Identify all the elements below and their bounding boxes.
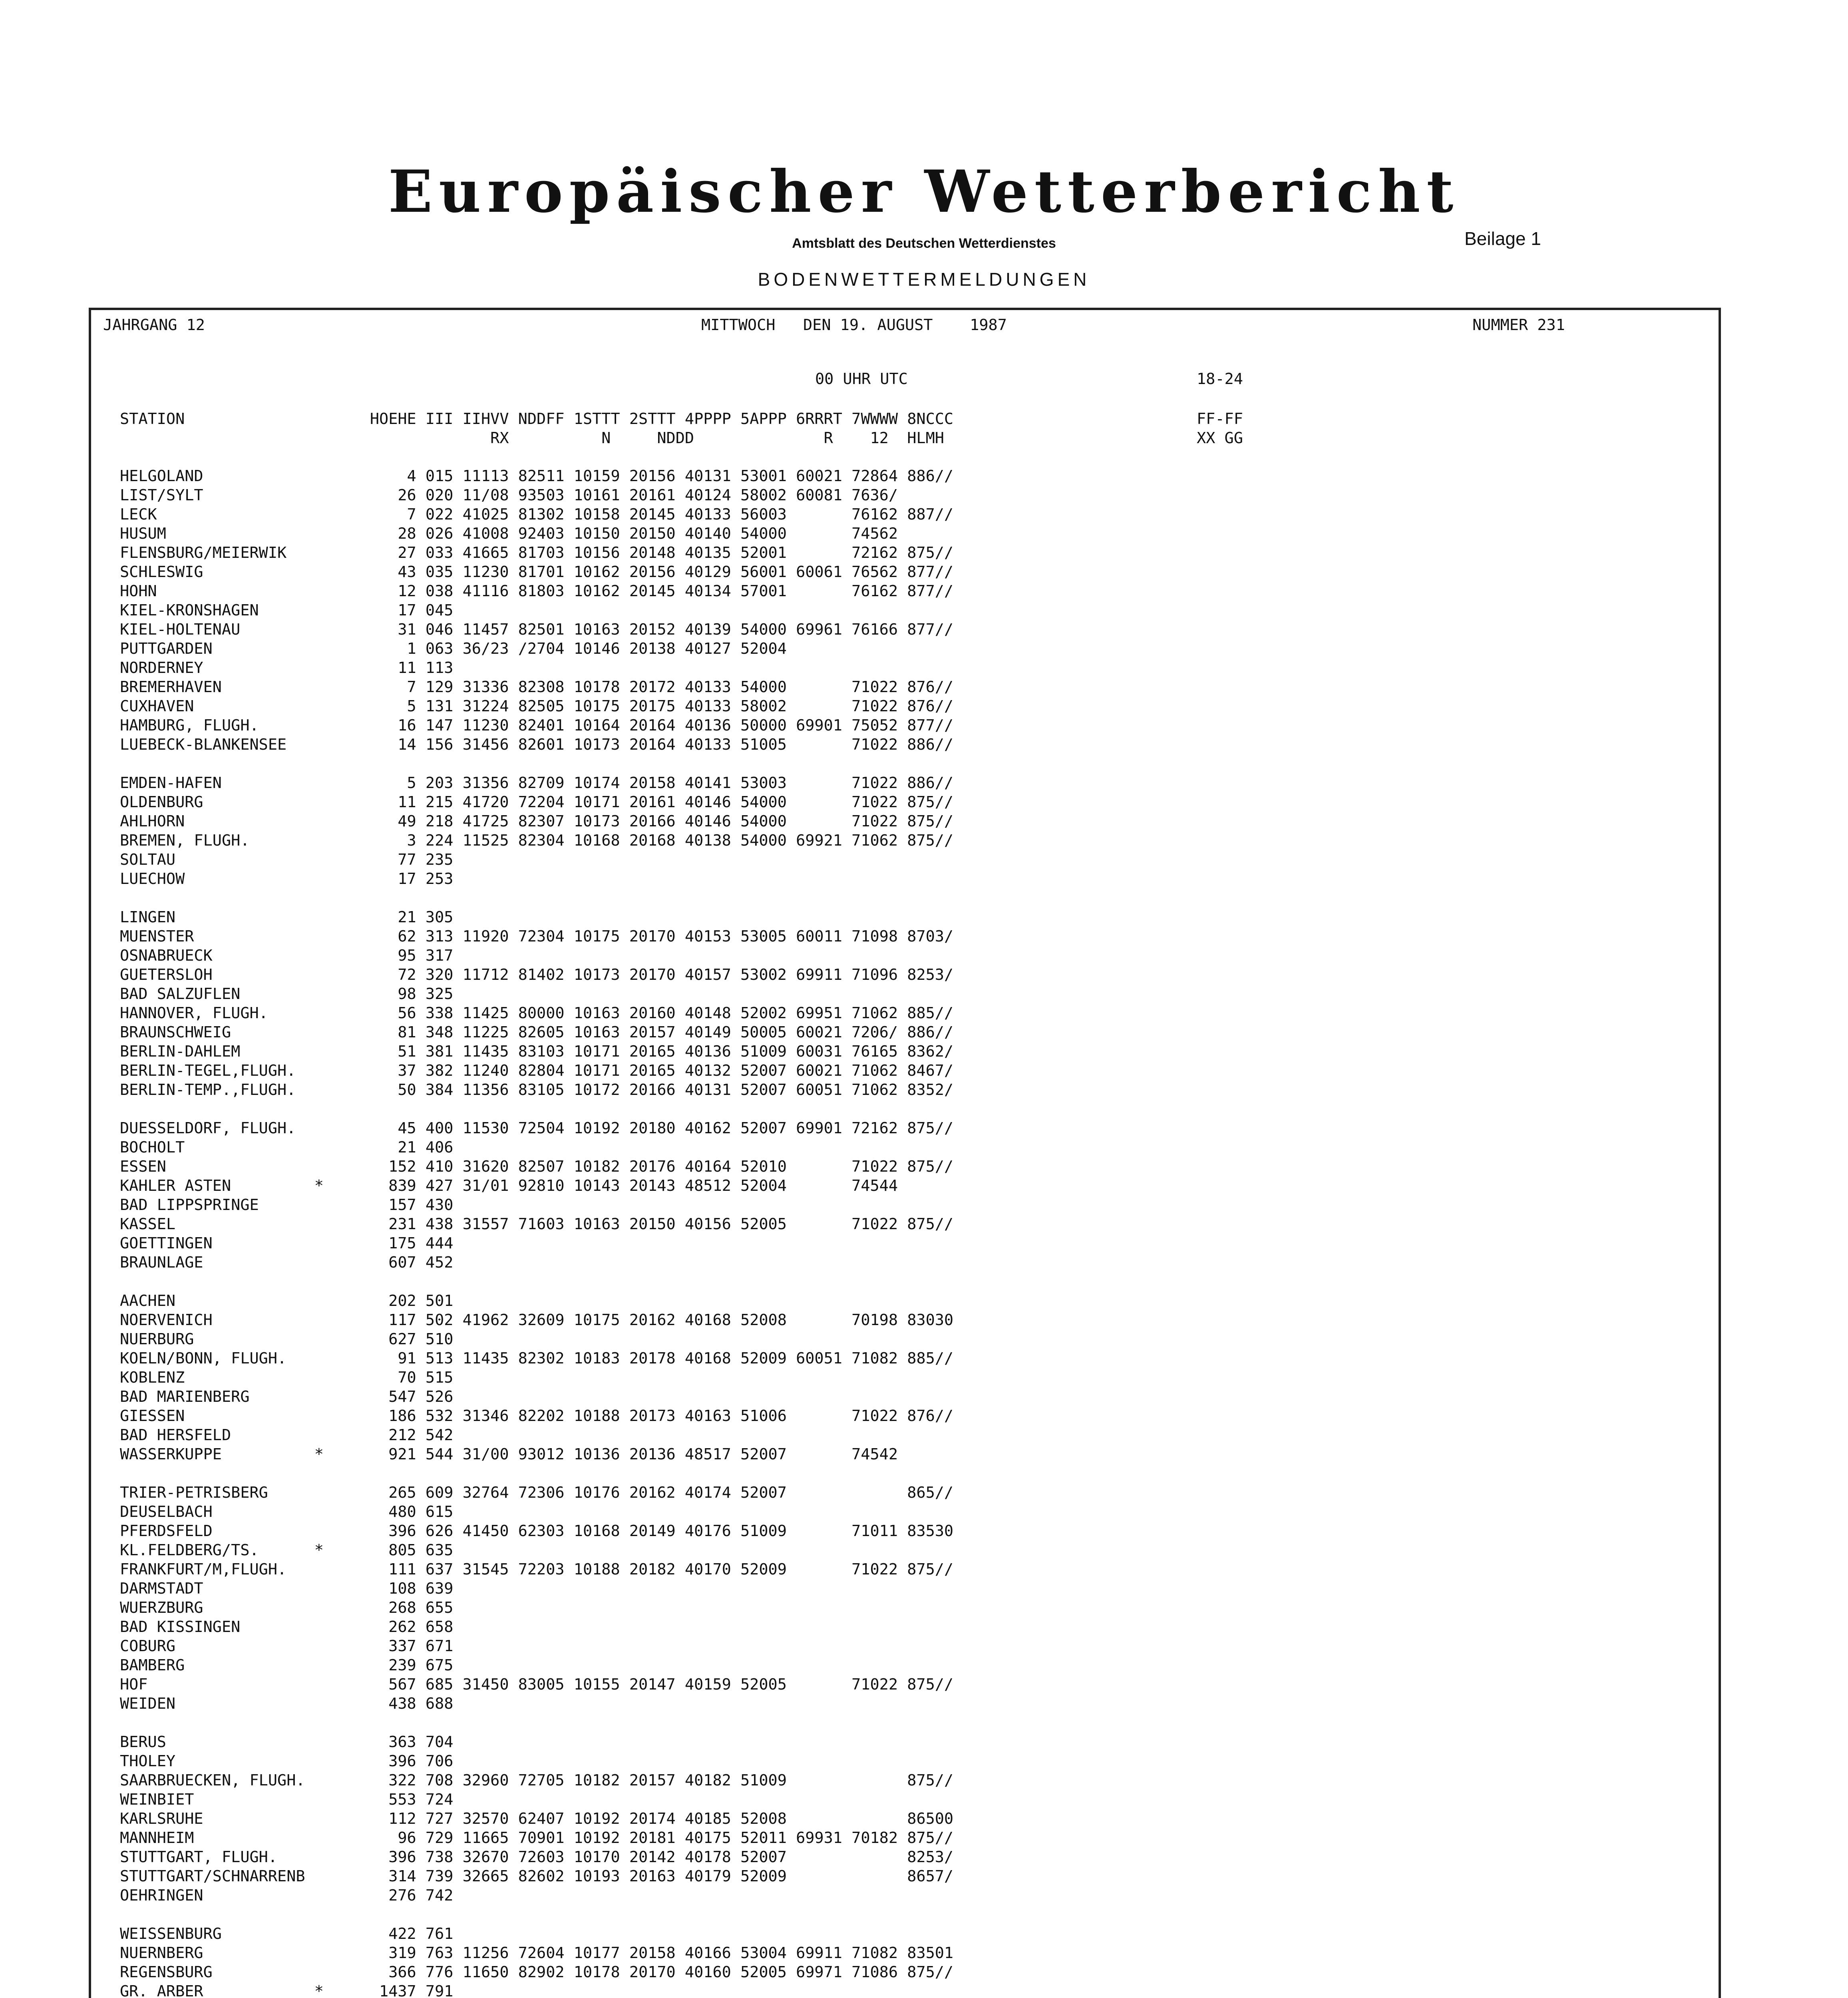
station-row-text: HELGOLAND 4 015 11113 82511 10159 20156 40131 53001 60021 72864 886// bbox=[120, 467, 954, 485]
station-row-text: OSNABRUECK 95 317 bbox=[120, 947, 454, 965]
station-row-text: BOCHOLT 21 406 bbox=[120, 1138, 454, 1156]
station-row-text: FLENSBURG/MEIERWIK 27 033 41665 81703 10156 20148 40135 52001 72162 875// bbox=[120, 544, 954, 562]
station-row-text: LINGEN 21 305 bbox=[120, 908, 454, 926]
column-header-extra2: XX GG bbox=[1197, 429, 1243, 447]
station-row-text: MANNHEIM 96 729 11665 70901 10192 20181 40175 52011 69931 70182 875// bbox=[120, 1829, 954, 1847]
station-row-text: THOLEY 396 706 bbox=[120, 1752, 454, 1770]
station-row-text: OEHRINGEN 276 742 bbox=[120, 1887, 454, 1904]
station-row-text: BAD LIPPSPRINGE 157 430 bbox=[120, 1196, 454, 1214]
station-row-text: BAMBERG 239 675 bbox=[120, 1656, 454, 1674]
station-row-text: NUERBURG 627 510 bbox=[120, 1330, 454, 1348]
station-row-text: SCHLESWIG 43 035 11230 81701 10162 20156 40129 56001 60061 76562 877// bbox=[120, 563, 954, 581]
station-row-text: WEIDEN 438 688 bbox=[120, 1695, 454, 1713]
station-row-text: LUECHOW 17 253 bbox=[120, 870, 454, 888]
station-row-text: PUTTGARDEN 1 063 36/23 /2704 10146 20138 40127 52004 bbox=[120, 640, 787, 658]
station-row-text: KOELN/BONN, FLUGH. 91 513 11435 82302 10183 20178 40168 52009 60051 71082 885// bbox=[120, 1349, 954, 1367]
station-row-text: LIST/SYLT 26 020 11/08 93503 10161 20161 40124 58002 60081 7636/ bbox=[120, 486, 898, 504]
station-row-text: NUERNBERG 319 763 11256 72604 10177 20158 40166 53004 69911 71082 83501 bbox=[120, 1944, 954, 1962]
station-row-text: MUENSTER 62 313 11920 72304 10175 20170 40153 53005 60011 71098 8703/ bbox=[120, 927, 954, 945]
column-header-line2: RX N NDDD R 12 HLMH bbox=[120, 429, 944, 447]
station-row-text: BRAUNSCHWEIG 81 348 11225 82605 10163 20157 40149 50005 60021 7206/ 886// bbox=[120, 1023, 954, 1041]
page-subtitle: Amtsblatt des Deutschen Wetterdienstes bbox=[792, 236, 1056, 251]
station-row-text: BAD SALZUFLEN 98 325 bbox=[120, 985, 454, 1003]
station-row-text: HUSUM 28 026 41008 92403 10150 20150 40140 54000 74562 bbox=[120, 525, 898, 543]
volume-label: JAHRGANG 12 bbox=[103, 316, 205, 334]
station-row-text: KARLSRUHE 112 727 32570 62407 10192 20174 40185 52008 86500 bbox=[120, 1810, 954, 1828]
station-row-text: DUESSELDORF, FLUGH. 45 400 11530 72504 10192 20180 40162 52007 69901 72162 875// bbox=[120, 1119, 954, 1137]
station-row-text: BAD MARIENBERG 547 526 bbox=[120, 1388, 454, 1406]
station-row-text: CUXHAVEN 5 131 31224 82505 10175 20175 40133 58002 71022 876// bbox=[120, 697, 954, 715]
station-row-text: STUTTGART, FLUGH. 396 738 32670 72603 10170 20142 40178 52007 8253/ bbox=[120, 1848, 954, 1866]
station-row-text: KIEL-KRONSHAGEN 17 045 bbox=[120, 601, 454, 619]
station-row-text: AACHEN 202 501 bbox=[120, 1292, 454, 1310]
station-row-text: REGENSBURG 366 776 11650 82902 10178 20170 40160 52005 69971 71086 875// bbox=[120, 1963, 954, 1981]
station-row-text: HOF 567 685 31450 83005 10155 20147 40159 52005 71022 875// bbox=[120, 1676, 954, 1694]
station-row-text: WUERZBURG 268 655 bbox=[120, 1599, 454, 1617]
issue-number: NUMMER 231 bbox=[1472, 316, 1565, 334]
station-row-text: BERUS 363 704 bbox=[120, 1733, 454, 1751]
station-row-text: WEISSENBURG 422 761 bbox=[120, 1925, 454, 1943]
page-title: Europäischer Wetterbericht bbox=[388, 158, 1460, 226]
station-row-text: KOBLENZ 70 515 bbox=[120, 1369, 454, 1387]
station-row-text: SOLTAU 77 235 bbox=[120, 851, 454, 869]
station-row-text: HOHN 12 038 41116 81803 10162 20145 40134 57001 76162 877// bbox=[120, 582, 954, 600]
station-row-text: LECK 7 022 41025 81302 10158 20145 40133 56003 76162 887// bbox=[120, 505, 954, 523]
station-row-text: KASSEL 231 438 31557 71603 10163 20150 40156 52005 71022 875// bbox=[120, 1215, 954, 1233]
station-row-text: NOERVENICH 117 502 41962 32609 10175 20162 40168 52008 70198 83030 bbox=[120, 1311, 954, 1329]
station-row-text: DEUSELBACH 480 615 bbox=[120, 1503, 454, 1521]
station-row-text: GR. ARBER * 1437 791 bbox=[120, 1982, 454, 1998]
station-row-text: WASSERKUPPE * 921 544 31/00 93012 10136 20136 48517 52007 74542 bbox=[120, 1445, 898, 1463]
report-date: MITTWOCH DEN 19. AUGUST 1987 bbox=[701, 316, 1007, 334]
column-header-extra1: FF-FF bbox=[1197, 410, 1243, 428]
station-row-text: BERLIN-TEGEL,FLUGH. 37 382 11240 82804 10171 20165 40132 52007 60021 71062 8467/ bbox=[120, 1062, 954, 1080]
column-header-line1: STATION HOEHE III IIHVV NDDFF 1STTT 2STTT 4PPPP 5APPP 6RRRT 7WWWW 8NCCC bbox=[120, 410, 954, 428]
supplement-label: Beilage 1 bbox=[1464, 228, 1541, 249]
station-row-text: KIEL-HOLTENAU 31 046 11457 82501 10163 20152 40139 54000 69961 76166 877// bbox=[120, 621, 954, 639]
station-row-text: KL.FELDBERG/TS. * 805 635 bbox=[120, 1541, 454, 1559]
station-row-text: LUEBECK-BLANKENSEE 14 156 31456 82601 10173 20164 40133 51005 71022 886// bbox=[120, 736, 954, 754]
time-range: 18-24 bbox=[1197, 370, 1243, 388]
station-row-text: KAHLER ASTEN * 839 427 31/01 92810 10143 20143 48512 52004 74544 bbox=[120, 1177, 898, 1195]
station-row-text: SAARBRUECKEN, FLUGH. 322 708 32960 72705 10182 20157 40182 51009 875// bbox=[120, 1771, 954, 1789]
section-heading: BODENWETTERMELDUNGEN bbox=[758, 269, 1090, 290]
station-row-text: HANNOVER, FLUGH. 56 338 11425 80000 10163 20160 40148 52002 69951 71062 885// bbox=[120, 1004, 954, 1022]
station-row-text: DARMSTADT 108 639 bbox=[120, 1580, 454, 1598]
station-row-text: COBURG 337 671 bbox=[120, 1637, 454, 1655]
station-row-text: ESSEN 152 410 31620 82507 10182 20176 40164 52010 71022 875// bbox=[120, 1158, 954, 1176]
station-row-text: FRANKFURT/M,FLUGH. 111 637 31545 72203 10188 20182 40170 52009 71022 875// bbox=[120, 1560, 954, 1578]
station-row-text: GOETTINGEN 175 444 bbox=[120, 1234, 454, 1252]
station-row-text: BREMERHAVEN 7 129 31336 82308 10178 20172 40133 54000 71022 876// bbox=[120, 678, 954, 696]
station-row-text: WEINBIET 553 724 bbox=[120, 1791, 454, 1809]
station-row-text: GIESSEN 186 532 31346 82202 10188 20173 40163 51006 71022 876// bbox=[120, 1407, 954, 1425]
station-row-text: BRAUNLAGE 607 452 bbox=[120, 1254, 454, 1272]
station-row-text: BERLIN-TEMP.,FLUGH. 50 384 11356 83105 10172 20166 40131 52007 60051 71062 8352/ bbox=[120, 1081, 954, 1099]
station-row-text: TRIER-PETRISBERG 265 609 32764 72306 10176 20162 40174 52007 865// bbox=[120, 1484, 954, 1502]
station-row-text: BAD HERSFELD 212 542 bbox=[120, 1426, 454, 1444]
station-row-text: AHLHORN 49 218 41725 82307 10173 20166 40146 54000 71022 875// bbox=[120, 812, 954, 830]
station-row-text: HAMBURG, FLUGH. 16 147 11230 82401 10164 20164 40136 50000 69901 75052 877// bbox=[120, 716, 954, 734]
station-row-text: PFERDSFELD 396 626 41450 62303 10168 20149 40176 51009 71011 83530 bbox=[120, 1522, 954, 1540]
observation-time: 00 UHR UTC bbox=[815, 370, 908, 388]
station-row-text: NORDERNEY 11 113 bbox=[120, 659, 454, 677]
station-row-text: GUETERSLOH 72 320 11712 81402 10173 20170 40157 53002 69911 71096 8253/ bbox=[120, 966, 954, 984]
station-row-text: OLDENBURG 11 215 41720 72204 10171 20161 40146 54000 71022 875// bbox=[120, 793, 954, 811]
station-row-text: BAD KISSINGEN 262 658 bbox=[120, 1618, 454, 1636]
station-row-text: BREMEN, FLUGH. 3 224 11525 82304 10168 20168 40138 54000 69921 71062 875// bbox=[120, 832, 954, 850]
station-row-text: BERLIN-DAHLEM 51 381 11435 83103 10171 20165 40136 51009 60031 76165 8362/ bbox=[120, 1043, 954, 1061]
station-row-text: EMDEN-HAFEN 5 203 31356 82709 10174 20158 40141 53003 71022 886// bbox=[120, 774, 954, 792]
station-row-text: STUTTGART/SCHNARRENB 314 739 32665 82602 10193 20163 40179 52009 8657/ bbox=[120, 1867, 954, 1885]
